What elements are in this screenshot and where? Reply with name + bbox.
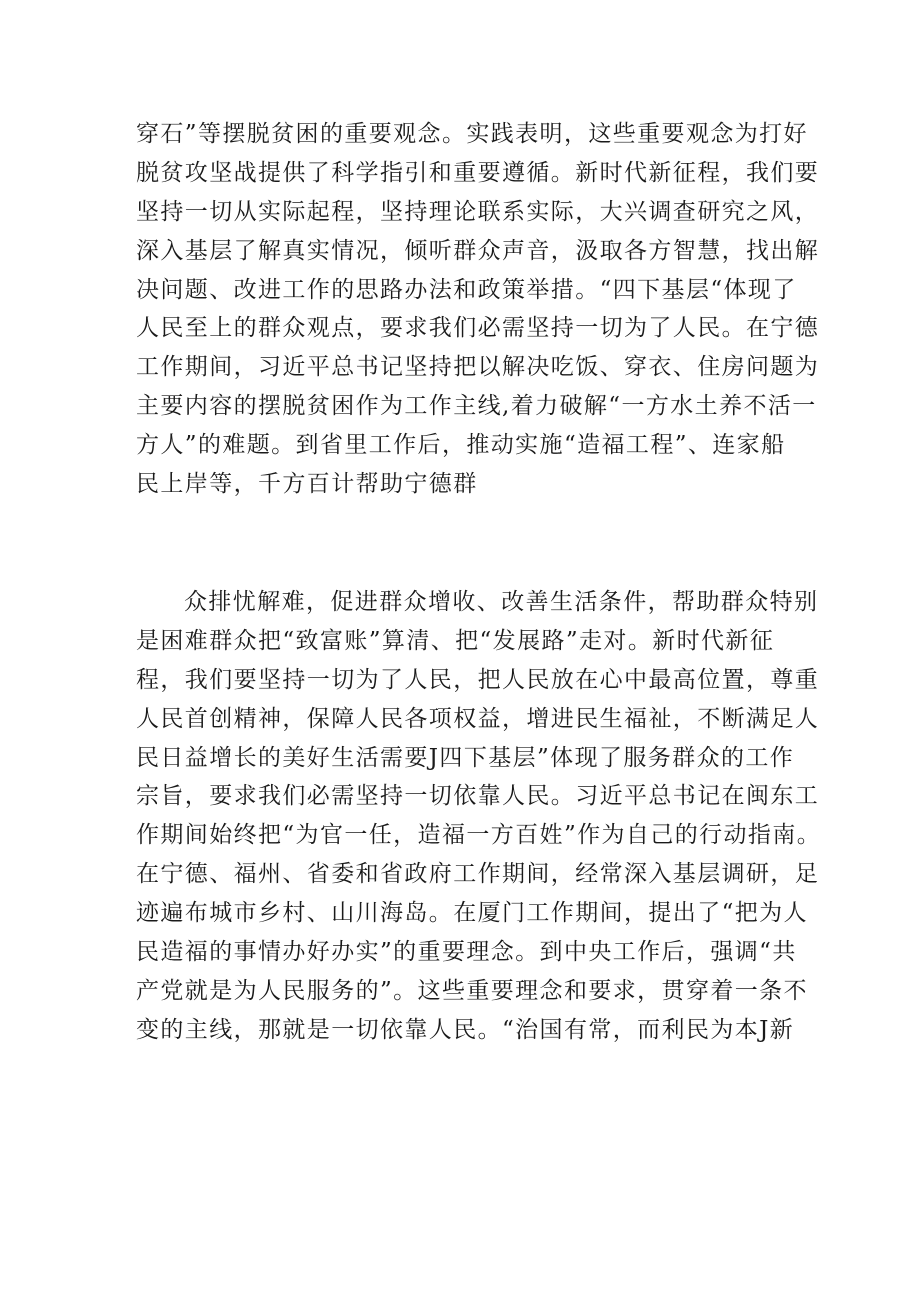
text-line: 决问题、改进工作的思路办法和政策举措。“四下基层“体现了 — [136, 276, 797, 303]
text-line: 主要内容的摆脱贫困作为工作主线,着力破解“一方水土养不活一 — [136, 393, 817, 420]
text-line: 穿石”等摆脱贫困的重要观念。实践表明，这些重要观念为打好 — [136, 121, 808, 147]
text-line: 迹遍布城市乡村、山川海岛。在厦门工作期间，提出了“把为人 — [136, 900, 808, 927]
text-line: 脱贫攻坚战提供了科学指引和重要遵循。新时代新征程，我们要 — [136, 159, 820, 186]
text-line: 深入基层了解真实情况，倾听群众声音，汲取各方智慧，找出解 — [136, 237, 820, 264]
paragraph-1 — [136, 115, 820, 504]
text-line: 程，我们要坚持一切为了人民，把人民放在心中最高位置，尊重 — [136, 666, 820, 693]
text-line: 是困难群众把“致富账”算清、把“发展路”走对。新时代新征 — [136, 627, 775, 654]
paragraph-2 — [136, 583, 822, 1050]
text-line: 宗旨，要求我们必需坚持一切依靠人民。习近平总书记在闽东工 — [136, 783, 820, 810]
text-line: 变的主线，那就是一切依靠人民。“治国有常，而利民为本J新 — [136, 1016, 795, 1043]
text-line: 方人”的难题。到省里工作后，推动实施“造福工程”、连家船 — [136, 432, 786, 459]
text-line: 人民首创精神，保障人民各项权益，增进民生福祉，不断满足人 — [136, 705, 820, 732]
text-line: 民日益增长的美好生活需要J四下基层”体现了服务群众的工作 — [136, 744, 795, 771]
text-line: 作期间始终把“为官一任，造福一方百姓”作为自己的行动指南。 — [136, 822, 822, 849]
text-line: 众排忧解难，促进群众增收、改善生活条件，帮助群众特别 — [184, 589, 819, 615]
text-line: 民上岸等，千方百计帮助宁德群 — [136, 471, 478, 498]
text-line: 坚持一切从实际起程，坚持理论联系实际，大兴调查研究之风， — [136, 198, 820, 225]
text-line: 工作期间，习近平总书记坚持把以解决吃饭、穿衣、住房问题为 — [136, 354, 820, 381]
text-line: 在宁德、福州、省委和省政府工作期间，经常深入基层调研，足 — [136, 861, 820, 888]
text-line: 人民至上的群众观点，要求我们必需坚持一切为了人民。在宁德 — [136, 315, 820, 342]
text-line: 民造福的事情办好办实”的重要理念。到中央工作后，强调“共 — [136, 939, 797, 966]
text-line: 产党就是为人民服务的”。这些重要理念和要求，贯穿着一条不 — [136, 977, 808, 1004]
